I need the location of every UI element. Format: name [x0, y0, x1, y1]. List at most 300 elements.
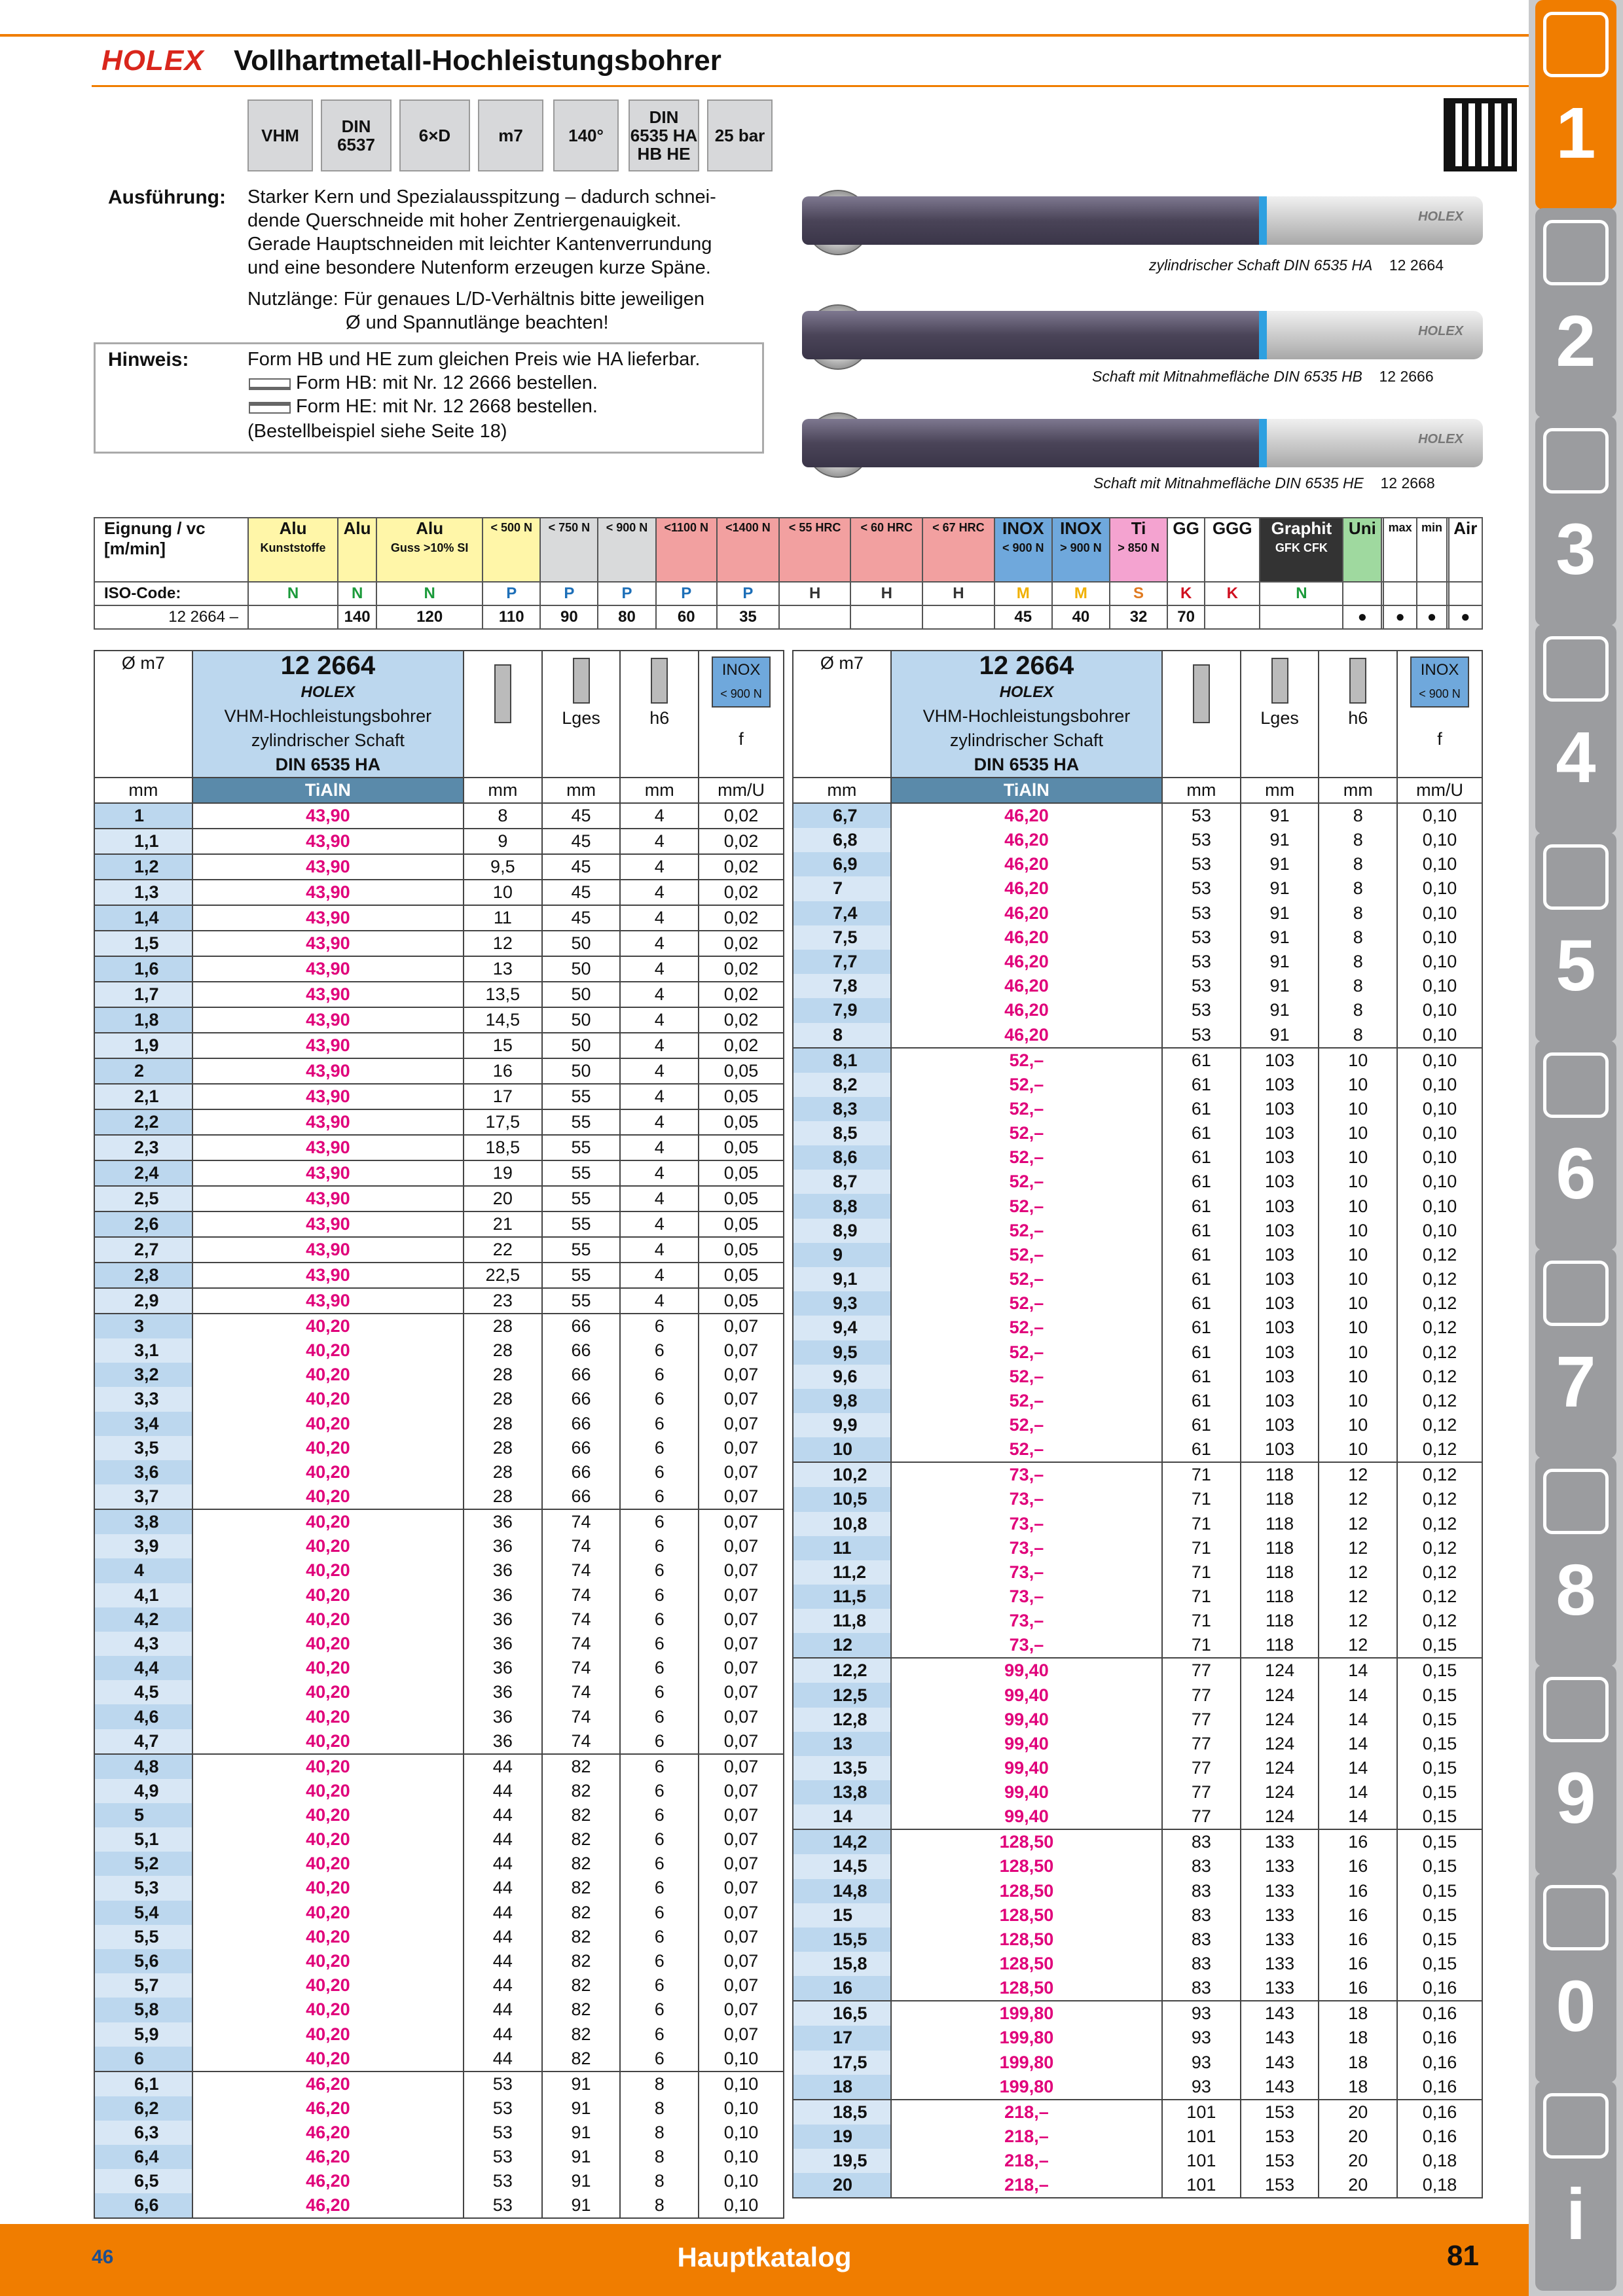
feed-cell: 0,07	[699, 1779, 784, 1803]
price-cell[interactable]: 73,–	[891, 1609, 1162, 1633]
table-row	[793, 852, 1482, 876]
table-row	[793, 2051, 1482, 2075]
total-length-cell: 133	[1241, 1903, 1319, 1928]
price-cell[interactable]: 99,40	[891, 1683, 1162, 1707]
feed-cell: 0,02	[699, 931, 784, 956]
shank-cell: 8	[1319, 828, 1397, 852]
material-col-3: < 500 N	[483, 518, 540, 582]
diameter-cell: 2,7	[94, 1237, 192, 1263]
table-row	[793, 2100, 1482, 2125]
diameter-cell: 4,1	[94, 1583, 192, 1607]
price-cell[interactable]: 52,–	[891, 1145, 1162, 1170]
price-cell[interactable]: 43,90	[192, 905, 464, 931]
total-length-cell: 82	[542, 1876, 621, 1900]
price-cell[interactable]: 199,80	[891, 2001, 1162, 2026]
total-length-cell: 133	[1241, 1952, 1319, 1976]
table-row	[94, 1558, 784, 1583]
price-cell[interactable]: 52,–	[891, 1048, 1162, 1073]
flute-length-cell: 53	[464, 2096, 542, 2121]
price-cell[interactable]: 43,90	[192, 803, 464, 829]
diameter-cell: 3,3	[94, 1387, 192, 1411]
price-cell[interactable]: 46,20	[891, 876, 1162, 901]
price-cell[interactable]: 46,20	[192, 2096, 464, 2121]
diameter-cell: 8,3	[793, 1097, 891, 1121]
iso-code-0: N	[248, 582, 338, 605]
table-row	[793, 2075, 1482, 2100]
flute-length-cell: 36	[464, 1607, 542, 1632]
total-length-cell: 103	[1241, 1073, 1319, 1097]
price-cell[interactable]: 218,–	[891, 2100, 1162, 2125]
price-cell[interactable]: 43,90	[192, 854, 464, 880]
feed-cell: 0,16	[1397, 2001, 1482, 2026]
price-cell[interactable]: 99,40	[891, 1658, 1162, 1683]
flute-length-cell: 61	[1162, 1316, 1241, 1340]
diameter-cell: 2,9	[94, 1288, 192, 1314]
feed-cell: 0,12	[1397, 1560, 1482, 1585]
price-cell[interactable]: 52,–	[891, 1170, 1162, 1194]
price-cell[interactable]: 40,20	[192, 1656, 464, 1680]
diameter-cell: 4,4	[94, 1656, 192, 1680]
price-cell[interactable]: 46,20	[192, 2193, 464, 2218]
price-cell[interactable]: 40,20	[192, 1876, 464, 1900]
drill-image-ha: HOLEX	[802, 196, 1483, 245]
price-cell[interactable]: 218,–	[891, 2173, 1162, 2198]
shank-cell: 4	[620, 1033, 699, 1058]
shank-cell: 8	[1319, 1023, 1397, 1048]
diameter-cell: 6,2	[94, 2096, 192, 2121]
vc-value-10	[922, 605, 994, 629]
shank-cell: 6	[620, 1949, 699, 1973]
diameter-cell: 16	[793, 1976, 891, 2001]
diameter-cell: 9,8	[793, 1389, 891, 1413]
total-length-cell: 153	[1241, 2173, 1319, 2198]
chapter-tab-2[interactable]: 2	[1535, 208, 1616, 418]
price-cell[interactable]: 46,20	[891, 828, 1162, 852]
price-cell[interactable]: 128,50	[891, 1928, 1162, 1952]
price-cell[interactable]: 52,–	[891, 1291, 1162, 1316]
price-cell[interactable]: 46,20	[891, 803, 1162, 828]
chapter-tab-5[interactable]: 5	[1535, 833, 1616, 1042]
price-cell[interactable]: 218,–	[891, 2125, 1162, 2149]
price-cell[interactable]: 99,40	[891, 1780, 1162, 1804]
total-length-cell: 103	[1241, 1048, 1319, 1073]
feed-cell: 0,05	[699, 1160, 784, 1186]
diameter-cell: 2,8	[94, 1263, 192, 1288]
price-cell[interactable]: 43,90	[192, 1084, 464, 1109]
feed-cell: 0,16	[1397, 2051, 1482, 2075]
feed-cell: 0,10	[1397, 974, 1482, 998]
price-cell[interactable]: 40,20	[192, 1704, 464, 1729]
flute-length-cell: 53	[1162, 974, 1241, 998]
price-cell[interactable]: 52,–	[891, 1316, 1162, 1340]
flute-length-cell: 44	[464, 1803, 542, 1827]
chapter-tab-0[interactable]: 0	[1535, 1873, 1616, 2083]
total-length-cell: 153	[1241, 2100, 1319, 2125]
feed-cell: 0,07	[699, 1973, 784, 1998]
price-cell[interactable]: 73,–	[891, 1585, 1162, 1609]
feed-cell: 0,07	[699, 1387, 784, 1411]
price-cell[interactable]: 43,90	[192, 1211, 464, 1237]
price-cell[interactable]: 43,90	[192, 1007, 464, 1033]
price-cell[interactable]: 199,80	[891, 2051, 1162, 2075]
flute-length-cell: 44	[464, 1827, 542, 1852]
chapter-tab-3[interactable]: 3	[1535, 416, 1616, 626]
feed-cell: 0,07	[699, 1680, 784, 1704]
table-row	[793, 1267, 1482, 1291]
feed-cell: 0,05	[699, 1237, 784, 1263]
total-length-cell: 45	[542, 803, 621, 829]
shank-cell: 6	[620, 1754, 699, 1779]
flute-length-cell: 101	[1162, 2100, 1241, 2125]
shank-cell: 4	[620, 1288, 699, 1314]
flute-length-header	[1162, 651, 1241, 778]
feed-cell: 0,07	[699, 1876, 784, 1900]
price-cell[interactable]: 128,50	[891, 1903, 1162, 1928]
table-row	[94, 1135, 784, 1160]
price-cell[interactable]: 52,–	[891, 1219, 1162, 1243]
diameter-cell: 6,1	[94, 2072, 192, 2096]
price-cell[interactable]: 40,20	[192, 1998, 464, 2022]
price-cell[interactable]: 46,20	[891, 1023, 1162, 1048]
price-cell[interactable]: 99,40	[891, 1732, 1162, 1756]
diameter-cell: 11,8	[793, 1609, 891, 1633]
iso-code-11: M	[994, 582, 1052, 605]
price-cell[interactable]: 46,20	[891, 925, 1162, 950]
price-cell[interactable]: 40,20	[192, 1314, 464, 1338]
ausfuehrung-line6: Ø und Spannutlänge beachten!	[346, 312, 609, 333]
price-cell[interactable]: 46,20	[891, 950, 1162, 974]
price-cell[interactable]: 128,50	[891, 1854, 1162, 1878]
price-cell[interactable]: 46,20	[891, 974, 1162, 998]
shank-cell: 12	[1319, 1609, 1397, 1633]
total-length-cell: 118	[1241, 1536, 1319, 1560]
price-cell[interactable]: 43,90	[192, 1135, 464, 1160]
price-cell[interactable]: 46,20	[192, 2072, 464, 2096]
price-cell[interactable]: 40,20	[192, 1925, 464, 1949]
table-row	[793, 1683, 1482, 1707]
diameter-cell: 8,5	[793, 1121, 891, 1145]
shank-cell: 6	[620, 1680, 699, 1704]
price-cell[interactable]: 52,–	[891, 1194, 1162, 1218]
total-length-cell: 118	[1241, 1560, 1319, 1585]
price-cell[interactable]: 52,–	[891, 1437, 1162, 1462]
shank-cell: 8	[1319, 950, 1397, 974]
feed-cell: 0,10	[1397, 1219, 1482, 1243]
total-length-cell: 55	[542, 1160, 621, 1186]
vc-value-9	[850, 605, 922, 629]
shank-cell: 6	[620, 1412, 699, 1436]
price-cell[interactable]: 43,90	[192, 956, 464, 982]
flute-length-cell: 21	[464, 1211, 542, 1237]
price-cell[interactable]: 73,–	[891, 1462, 1162, 1487]
price-cell[interactable]: 99,40	[891, 1804, 1162, 1829]
diameter-cell: 6,7	[793, 803, 891, 828]
total-length-cell: 103	[1241, 1365, 1319, 1389]
chapter-tab-i[interactable]: i	[1535, 2081, 1616, 2291]
price-cell[interactable]: 73,–	[891, 1536, 1162, 1560]
total-length-cell: 82	[542, 2047, 621, 2072]
table-row	[793, 1928, 1482, 1952]
price-cell[interactable]: 46,20	[891, 998, 1162, 1022]
flute-length-cell: 61	[1162, 1194, 1241, 1218]
iso-code-20	[1417, 582, 1447, 605]
flute-length-cell: 61	[1162, 1340, 1241, 1365]
price-cell[interactable]: 40,20	[192, 1754, 464, 1779]
flute-length-cell: 71	[1162, 1560, 1241, 1585]
shank-cell: 8	[1319, 925, 1397, 950]
total-length-cell: 74	[542, 1656, 621, 1680]
total-length-header: Lges	[1241, 651, 1319, 778]
total-length-cell: 153	[1241, 2149, 1319, 2173]
shank-cell: 12	[1319, 1462, 1397, 1487]
feed-cell: 0,18	[1397, 2173, 1482, 2198]
iso-code-9: H	[850, 582, 922, 605]
table-row	[94, 803, 784, 829]
price-cell[interactable]: 40,20	[192, 1973, 464, 1998]
price-cell[interactable]: 43,90	[192, 1288, 464, 1314]
price-cell[interactable]: 43,90	[192, 880, 464, 905]
feed-cell: 0,10	[1397, 1170, 1482, 1194]
feed-cell: 0,07	[699, 1754, 784, 1779]
price-cell[interactable]: 52,–	[891, 1267, 1162, 1291]
shank-cell: 6	[620, 1998, 699, 2022]
price-cell[interactable]: 46,20	[192, 2145, 464, 2169]
chapter-tab-9[interactable]: 9	[1535, 1665, 1616, 1874]
total-length-cell: 82	[542, 1803, 621, 1827]
price-cell[interactable]: 46,20	[192, 2169, 464, 2193]
flute-length-cell: 93	[1162, 2075, 1241, 2100]
feed-cell: 0,05	[699, 1109, 784, 1135]
shank-cell: 8	[620, 2072, 699, 2096]
price-cell[interactable]: 40,20	[192, 1583, 464, 1607]
diameter-cell: 5,6	[94, 1949, 192, 1973]
iso-code-17	[1343, 582, 1381, 605]
price-cell[interactable]: 40,20	[192, 1460, 464, 1484]
diameter-cell: 5	[94, 1803, 192, 1827]
diameter-cell: 11,5	[793, 1585, 891, 1609]
price-cell[interactable]: 43,90	[192, 829, 464, 854]
price-cell[interactable]: 46,20	[891, 852, 1162, 876]
total-length-cell: 124	[1241, 1756, 1319, 1780]
flute-length-cell: 36	[464, 1534, 542, 1558]
caliper-icon	[1543, 636, 1609, 702]
flute-length-cell: 36	[464, 1704, 542, 1729]
article-label: 12 2664 –	[94, 605, 248, 629]
table-row	[793, 1487, 1482, 1511]
diameter-cell: 10,5	[793, 1487, 891, 1511]
shank-cell: 14	[1319, 1780, 1397, 1804]
total-length-cell: 103	[1241, 1413, 1319, 1437]
table-row	[94, 2121, 784, 2145]
price-cell[interactable]: 43,90	[192, 1186, 464, 1211]
flute-length-cell: 101	[1162, 2149, 1241, 2173]
flute-length-cell: 71	[1162, 1512, 1241, 1536]
hinweis-label: Hinweis:	[108, 349, 189, 370]
price-cell[interactable]: 40,20	[192, 1729, 464, 1754]
diameter-cell: 4,8	[94, 1754, 192, 1779]
price-cell[interactable]: 40,20	[192, 1338, 464, 1363]
price-cell[interactable]: 52,–	[891, 1340, 1162, 1365]
price-cell[interactable]: 52,–	[891, 1389, 1162, 1413]
price-cell[interactable]: 73,–	[891, 1487, 1162, 1511]
price-cell[interactable]: 52,–	[891, 1413, 1162, 1437]
price-cell[interactable]: 46,20	[891, 901, 1162, 925]
diameter-cell: 2,5	[94, 1186, 192, 1211]
total-length-cell: 143	[1241, 2026, 1319, 2050]
price-cell[interactable]: 40,20	[192, 1680, 464, 1704]
table-row	[94, 1211, 784, 1237]
price-cell[interactable]: 73,–	[891, 1512, 1162, 1536]
feed-cell: 0,15	[1397, 1756, 1482, 1780]
price-cell[interactable]: 40,20	[192, 1509, 464, 1534]
price-cell[interactable]: 40,20	[192, 1852, 464, 1876]
diameter-cell: 6,8	[793, 828, 891, 852]
shank-cell: 6	[620, 1436, 699, 1460]
diameter-cell: 2,4	[94, 1160, 192, 1186]
price-cell[interactable]: 43,90	[192, 931, 464, 956]
shank-cell: 12	[1319, 1633, 1397, 1658]
price-cell[interactable]: 52,–	[891, 1073, 1162, 1097]
shank-cell: 8	[1319, 974, 1397, 998]
table-row	[793, 1145, 1482, 1170]
flute-length-cell: 61	[1162, 1219, 1241, 1243]
feed-cell: 0,07	[699, 1827, 784, 1852]
price-cell[interactable]: 43,90	[192, 1237, 464, 1263]
diameter-cell: 8,6	[793, 1145, 891, 1170]
price-cell[interactable]: 199,80	[891, 2075, 1162, 2100]
chapter-tab-1[interactable]: 1	[1535, 0, 1616, 209]
price-cell[interactable]: 52,–	[891, 1097, 1162, 1121]
price-cell[interactable]: 40,20	[192, 1484, 464, 1509]
chapter-tab-7[interactable]: 7	[1535, 1249, 1616, 1458]
suitability-table	[94, 517, 1483, 630]
flute-length-cell: 61	[1162, 1291, 1241, 1316]
feed-cell: 0,15	[1397, 1708, 1482, 1732]
feed-cell: 0,05	[699, 1135, 784, 1160]
shank-cell: 16	[1319, 1976, 1397, 2001]
flute-length-cell: 83	[1162, 1829, 1241, 1854]
flute-length-cell: 36	[464, 1509, 542, 1534]
material-col-19: max	[1383, 518, 1417, 582]
flute-length-cell: 36	[464, 1632, 542, 1656]
price-cell[interactable]: 73,–	[891, 1560, 1162, 1585]
price-cell[interactable]: 128,50	[891, 1879, 1162, 1903]
total-length-cell: 74	[542, 1729, 621, 1754]
drill-image-hb: HOLEX	[802, 311, 1483, 359]
price-cell[interactable]: 128,50	[891, 1952, 1162, 1976]
table-row	[94, 2193, 784, 2218]
diameter-cell: 5,5	[94, 1925, 192, 1949]
material-col-15: GGG	[1205, 518, 1260, 582]
caption-ha: zylindrischer Schaft DIN 6535 HA 12 2664	[1149, 257, 1444, 274]
feed-cell: 0,07	[699, 1704, 784, 1729]
vc-value-5: 80	[598, 605, 655, 629]
spec-icon-4: 140°	[553, 99, 619, 171]
price-cell[interactable]: 40,20	[192, 1901, 464, 1925]
flute-length-cell: 71	[1162, 1609, 1241, 1633]
price-cell[interactable]: 73,–	[891, 1633, 1162, 1658]
price-cell[interactable]: 43,90	[192, 1109, 464, 1135]
feed-cell: 0,15	[1397, 1658, 1482, 1683]
table-row	[793, 950, 1482, 974]
price-cell[interactable]: 40,20	[192, 2022, 464, 2047]
price-cell[interactable]: 99,40	[891, 1708, 1162, 1732]
price-cell[interactable]: 43,90	[192, 1160, 464, 1186]
shank-hb-icon	[249, 378, 291, 390]
price-cell[interactable]: 40,20	[192, 2047, 464, 2072]
price-cell[interactable]: 218,–	[891, 2149, 1162, 2173]
price-cell[interactable]: 128,50	[891, 1829, 1162, 1854]
price-cell[interactable]: 40,20	[192, 1827, 464, 1852]
total-length-cell: 82	[542, 1827, 621, 1852]
total-length-cell: 103	[1241, 1340, 1319, 1365]
price-cell[interactable]: 40,20	[192, 1803, 464, 1827]
price-cell[interactable]: 40,20	[192, 1363, 464, 1387]
price-cell[interactable]: 43,90	[192, 1058, 464, 1084]
feed-cell: 0,16	[1397, 1976, 1482, 2001]
price-cell[interactable]: 40,20	[192, 1412, 464, 1436]
price-cell[interactable]: 43,90	[192, 982, 464, 1007]
diameter-cell: 5,2	[94, 1852, 192, 1876]
price-cell[interactable]: 40,20	[192, 1558, 464, 1583]
table-row	[94, 1338, 784, 1363]
article-header: 12 2664 HOLEX VHM-Hochleistungsbohrer zylindrischer Schaft DIN 6535 HA	[192, 651, 464, 778]
price-cell[interactable]: 40,20	[192, 1534, 464, 1558]
feed-cell: 0,02	[699, 880, 784, 905]
price-cell[interactable]: 199,80	[891, 2026, 1162, 2050]
chapter-tab-4[interactable]: 4	[1535, 624, 1616, 834]
price-cell[interactable]: 40,20	[192, 1436, 464, 1460]
diameter-cell: 5,4	[94, 1901, 192, 1925]
flute-length-cell: 53	[464, 2193, 542, 2218]
iso-code-19	[1383, 582, 1417, 605]
price-cell[interactable]: 40,20	[192, 1949, 464, 1973]
price-cell[interactable]: 40,20	[192, 1632, 464, 1656]
diameter-cell: 3,7	[94, 1484, 192, 1509]
shank-cell: 4	[620, 1058, 699, 1084]
page-number-right: 81	[1447, 2240, 1479, 2272]
chapter-tab-8[interactable]: 8	[1535, 1457, 1616, 1666]
price-cell[interactable]: 40,20	[192, 1387, 464, 1411]
price-cell[interactable]: 46,20	[192, 2121, 464, 2145]
total-length-cell: 91	[542, 2072, 621, 2096]
feed-cell: 0,12	[1397, 1462, 1482, 1487]
chapter-tab-6[interactable]: 6	[1535, 1041, 1616, 1250]
material-col-11: INOX < 900 N	[994, 518, 1052, 582]
price-cell[interactable]: 52,–	[891, 1243, 1162, 1267]
price-cell[interactable]: 43,90	[192, 1033, 464, 1058]
shank-cell: 6	[620, 1803, 699, 1827]
table-row	[793, 1219, 1482, 1243]
price-cell[interactable]: 40,20	[192, 1779, 464, 1803]
ausfuehrung-line2: dende Querschneide mit hoher Zentriergenauigkeit.	[247, 210, 682, 231]
iso-code-15: K	[1205, 582, 1260, 605]
qr-code-icon[interactable]	[1444, 98, 1517, 171]
price-cell[interactable]: 128,50	[891, 1976, 1162, 2001]
price-cell[interactable]: 43,90	[192, 1263, 464, 1288]
price-cell[interactable]: 52,–	[891, 1121, 1162, 1145]
unit-header: mm	[1319, 778, 1397, 803]
diameter-cell: 7,8	[793, 974, 891, 998]
table-row	[793, 1560, 1482, 1585]
price-cell[interactable]: 52,–	[891, 1365, 1162, 1389]
feed-cell: 0,15	[1397, 1633, 1482, 1658]
price-cell[interactable]: 99,40	[891, 1756, 1162, 1780]
diameter-cell: 3,1	[94, 1338, 192, 1363]
total-length-cell: 91	[542, 2121, 621, 2145]
diameter-cell: 5,7	[94, 1973, 192, 1998]
price-cell[interactable]: 40,20	[192, 1607, 464, 1632]
